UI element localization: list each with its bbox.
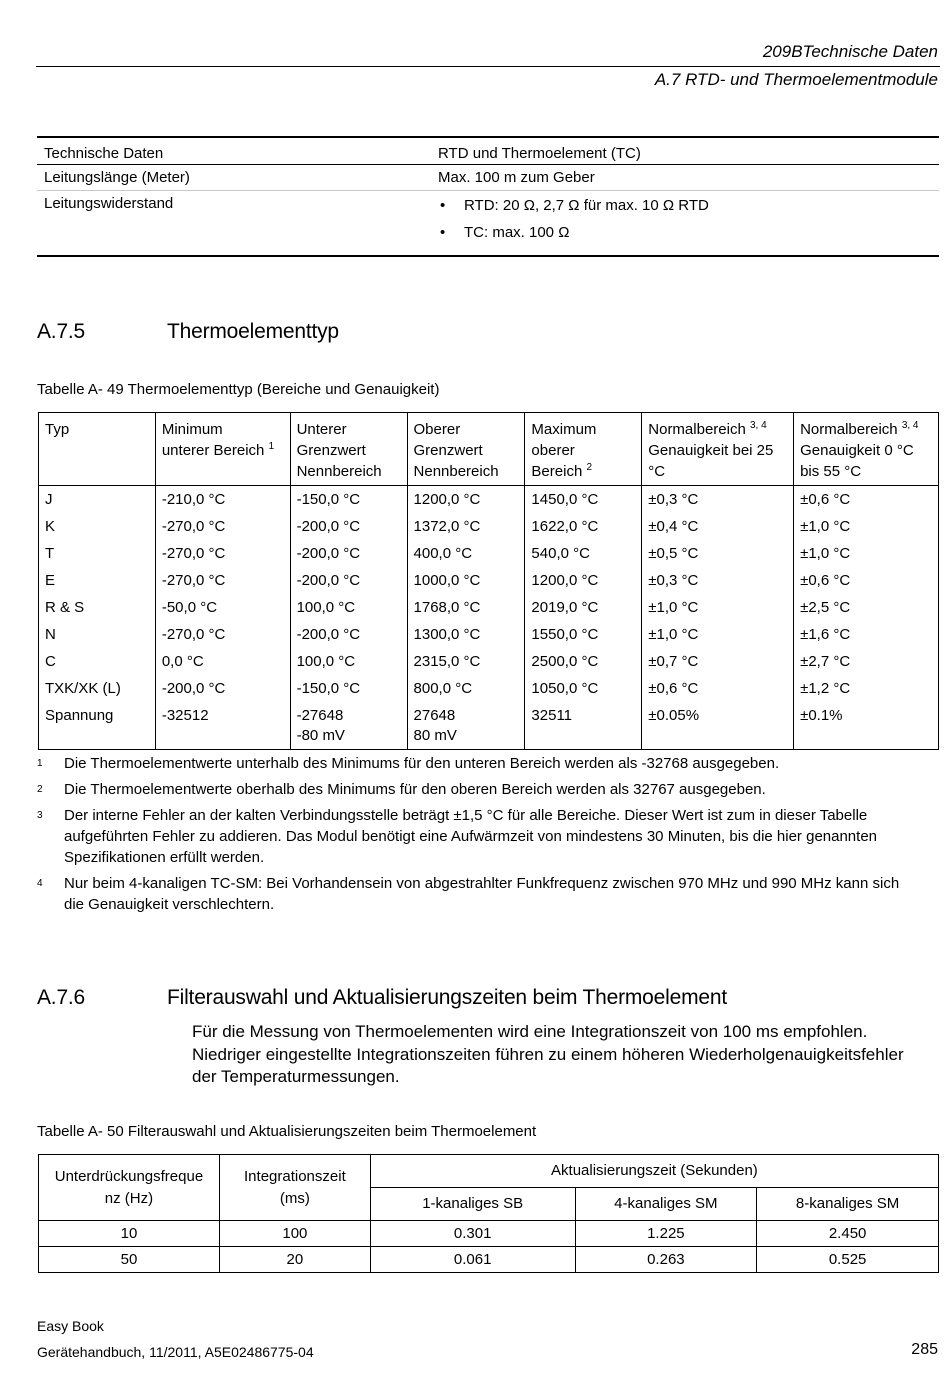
header-rule (36, 66, 940, 67)
table-cell: N (39, 621, 156, 648)
table-row (39, 1221, 939, 1247)
tech-row-value: Max. 100 m zum Geber (431, 165, 939, 191)
table-cell: 0,0 °C (155, 648, 290, 675)
table-cell: 1.225 (575, 1221, 757, 1247)
table-cell: Spannung (39, 702, 156, 750)
footnote (37, 873, 917, 915)
footnote-text: Nur beim 4-kanaligen TC-SM: Bei Vorhandensein von abgestrahlter Funkfrequenz zwischen 970 MHz und 990 MHz kann sich die Genauigkeit verschlechtern. (64, 875, 900, 913)
table-cell: 1372,0 °C (407, 513, 525, 540)
footnote-text: Die Thermoelementwerte oberhalb des Minimums für den oberen Bereich werden als 32767 ausgegeben. (64, 781, 766, 798)
footer-manual: Gerätehandbuch, 11/2011, A5E02486775-04 (37, 1344, 314, 1360)
column-header: Unterer Grenzwert Nennbereich (290, 413, 407, 486)
table-row (37, 191, 939, 257)
footnote-mark: 4 (37, 878, 43, 889)
table-cell: 400,0 °C (407, 540, 525, 567)
table-row (39, 567, 939, 594)
table-cell: 32511 (525, 702, 642, 750)
column-header: Normalbereich $^{3, 4}$ Genauigkeit bei 25 °C (642, 413, 794, 486)
table-cell: 1200,0 °C (525, 567, 642, 594)
table-cell: -270,0 °C (155, 621, 290, 648)
table-row (39, 621, 939, 648)
tech-row-label: Leitungswiderstand (37, 191, 431, 257)
table-row (39, 486, 939, 514)
table-cell: ±0,4 °C (642, 513, 794, 540)
table-cell: TXK/XK (L) (39, 675, 156, 702)
footnote-mark: 2 (37, 784, 43, 795)
column-header: Oberer Grenzwert Nennbereich (407, 413, 525, 486)
header-4ch-sm: 4-kanaliges SM (575, 1188, 757, 1221)
table-cell: K (39, 513, 156, 540)
table-cell: ±0,6 °C (794, 567, 939, 594)
table-cell: 100,0 °C (290, 648, 407, 675)
table-cell: ±2,7 °C (794, 648, 939, 675)
table-cell: J (39, 486, 156, 514)
tech-row-bullets (431, 191, 939, 257)
table-cell: -270,0 °C (155, 567, 290, 594)
table-cell: 10 (39, 1221, 220, 1247)
table-row (39, 540, 939, 567)
table-cell: ±0,3 °C (642, 567, 794, 594)
section-title: Thermoelementtyp (167, 320, 339, 343)
column-header: Normalbereich $^{3, 4}$ Genauigkeit 0 °C bis 55 °C (794, 413, 939, 486)
footnote (37, 805, 917, 868)
footnote (37, 753, 917, 774)
table-cell: 1550,0 °C (525, 621, 642, 648)
table-cell: 1200,0 °C (407, 486, 525, 514)
bullet-item: • RTD: 20 Ω, 2,7 Ω für max. 10 Ω RTD (438, 197, 932, 214)
table-cell: -32512 (155, 702, 290, 750)
technical-data-table (37, 136, 939, 257)
table-cell: 0.263 (575, 1247, 757, 1273)
table-cell: -270,0 °C (155, 513, 290, 540)
running-header-section: A.7 RTD- und Thermoelementmodule (654, 70, 938, 89)
bullet-item: • TC: max. 100 Ω (438, 224, 932, 241)
table-row (39, 702, 939, 750)
table-cell: -200,0 °C (290, 621, 407, 648)
table-cell: ±2,5 °C (794, 594, 939, 621)
header-integration-time: Integrationszeit (ms) (219, 1155, 370, 1221)
column-header: Maximum oberer Bereich $^2$ (525, 413, 642, 486)
table-cell: 1622,0 °C (525, 513, 642, 540)
table-cell: E (39, 567, 156, 594)
table-cell: 1000,0 °C (407, 567, 525, 594)
table-cell: R & S (39, 594, 156, 621)
filter-update-table (38, 1154, 939, 1273)
table-cell: 540,0 °C (525, 540, 642, 567)
tech-header-label: Technische Daten (37, 137, 431, 165)
table-cell: ±1,0 °C (794, 540, 939, 567)
section-heading-a75 (37, 320, 339, 344)
table-cell: ±0,3 °C (642, 486, 794, 514)
table-cell: 800,0 °C (407, 675, 525, 702)
table-cell: ±1,0 °C (642, 621, 794, 648)
table-cell: C (39, 648, 156, 675)
column-header: Minimum unterer Bereich $^1$ (155, 413, 290, 486)
footnote (37, 779, 917, 800)
table-cell: 2315,0 °C (407, 648, 525, 675)
table-row (39, 513, 939, 540)
table-cell: 27648 80 mV (407, 702, 525, 750)
thermocouple-type-table (38, 412, 939, 750)
table-cell: 1450,0 °C (525, 486, 642, 514)
table-cell: -200,0 °C (290, 540, 407, 567)
table-cell: 0.061 (370, 1247, 575, 1273)
table-cell: 1050,0 °C (525, 675, 642, 702)
table-cell: -150,0 °C (290, 486, 407, 514)
table-cell: T (39, 540, 156, 567)
header-8ch-sm: 8-kanaliges SM (757, 1188, 939, 1221)
header-update-time: Aktualisierungszeit (Sekunden) (370, 1155, 938, 1188)
footnote-mark: 1 (37, 758, 43, 769)
section-number: A.7.5 (37, 320, 86, 343)
table-cell: 1768,0 °C (407, 594, 525, 621)
table-cell: -200,0 °C (155, 675, 290, 702)
table-cell: ±0,6 °C (642, 675, 794, 702)
footnote-mark: 3 (37, 810, 43, 821)
header-1ch-sb: 1-kanaliges SB (370, 1188, 575, 1221)
table-cell: 0.525 (757, 1247, 939, 1273)
table-cell: 2500,0 °C (525, 648, 642, 675)
section-number: A.7.6 (37, 986, 86, 1009)
table-cell: 2.450 (757, 1221, 939, 1247)
table-cell: 1300,0 °C (407, 621, 525, 648)
table-cell: 0.301 (370, 1221, 575, 1247)
table-cell: ±0.05% (642, 702, 794, 750)
column-header: Typ (39, 413, 156, 486)
table-row (39, 675, 939, 702)
table-cell: ±1,6 °C (794, 621, 939, 648)
table-cell: -27648 -80 mV (290, 702, 407, 750)
table-cell: ±0,7 °C (642, 648, 794, 675)
table-cell: -200,0 °C (290, 567, 407, 594)
table-cell: 100,0 °C (290, 594, 407, 621)
table-cell: -50,0 °C (155, 594, 290, 621)
table-cell: ±1,0 °C (794, 513, 939, 540)
table-row (39, 648, 939, 675)
table-cell: 100 (219, 1221, 370, 1247)
tech-row-label: Leitungslänge (Meter) (37, 165, 431, 191)
footnote-text: Der interne Fehler an der kalten Verbindungsstelle beträgt ±1,5 °C für alle Bereiche. Dieser Wert ist zum in dieser Tabelle aufgeführten Fehler zu addieren. Das Modul benötigt eine Aufwärmzeit von mindestens 30 Minuten, bis die hier genannten Spezifikationen erfüllt werden. (64, 807, 878, 866)
table-cell: 2019,0 °C (525, 594, 642, 621)
table-cell: -150,0 °C (290, 675, 407, 702)
page-number: 285 (911, 1341, 938, 1358)
header-rejection-frequency: Unterdrückungsfreque nz (Hz) (39, 1155, 220, 1221)
table-cell: -270,0 °C (155, 540, 290, 567)
section-paragraph: Für die Messung von Thermoelementen wird eine Integrationszeit von 100 ms empfohlen. Niedriger eingestellte Integrationszeiten führen zu einem höheren Wiederholgenauigkeitsfehler der Temperaturmessungen. (192, 1022, 904, 1086)
table-cell: -210,0 °C (155, 486, 290, 514)
table-row (39, 594, 939, 621)
table-caption-a49: Tabelle A- 49 Thermoelementtyp (Bereiche und Genauigkeit) (37, 381, 440, 398)
table-row (39, 1247, 939, 1273)
running-header-chapter: 209BTechnische Daten (762, 42, 938, 61)
table-caption-a50: Tabelle A- 50 Filterauswahl und Aktualisierungszeiten beim Thermoelement (37, 1123, 537, 1140)
table-row (37, 165, 939, 191)
table-cell: -200,0 °C (290, 513, 407, 540)
tech-header-value: RTD und Thermoelement (TC) (431, 137, 939, 165)
table-cell: ±1,0 °C (642, 594, 794, 621)
footnotes (37, 753, 917, 920)
table-cell: ±0,5 °C (642, 540, 794, 567)
table-cell: ±1,2 °C (794, 675, 939, 702)
table-cell: 20 (219, 1247, 370, 1273)
footnote-text: Die Thermoelementwerte unterhalb des Minimums für den unteren Bereich werden als -32768 ausgegeben. (64, 755, 780, 772)
table-cell: ±0.1% (794, 702, 939, 750)
table-cell: ±0,6 °C (794, 486, 939, 514)
section-title: Filterauswahl und Aktualisierungszeiten beim Thermoelement (167, 986, 727, 1009)
section-heading-a76 (37, 986, 727, 1010)
table-cell: 50 (39, 1247, 220, 1273)
footer-book: Easy Book (37, 1318, 104, 1334)
